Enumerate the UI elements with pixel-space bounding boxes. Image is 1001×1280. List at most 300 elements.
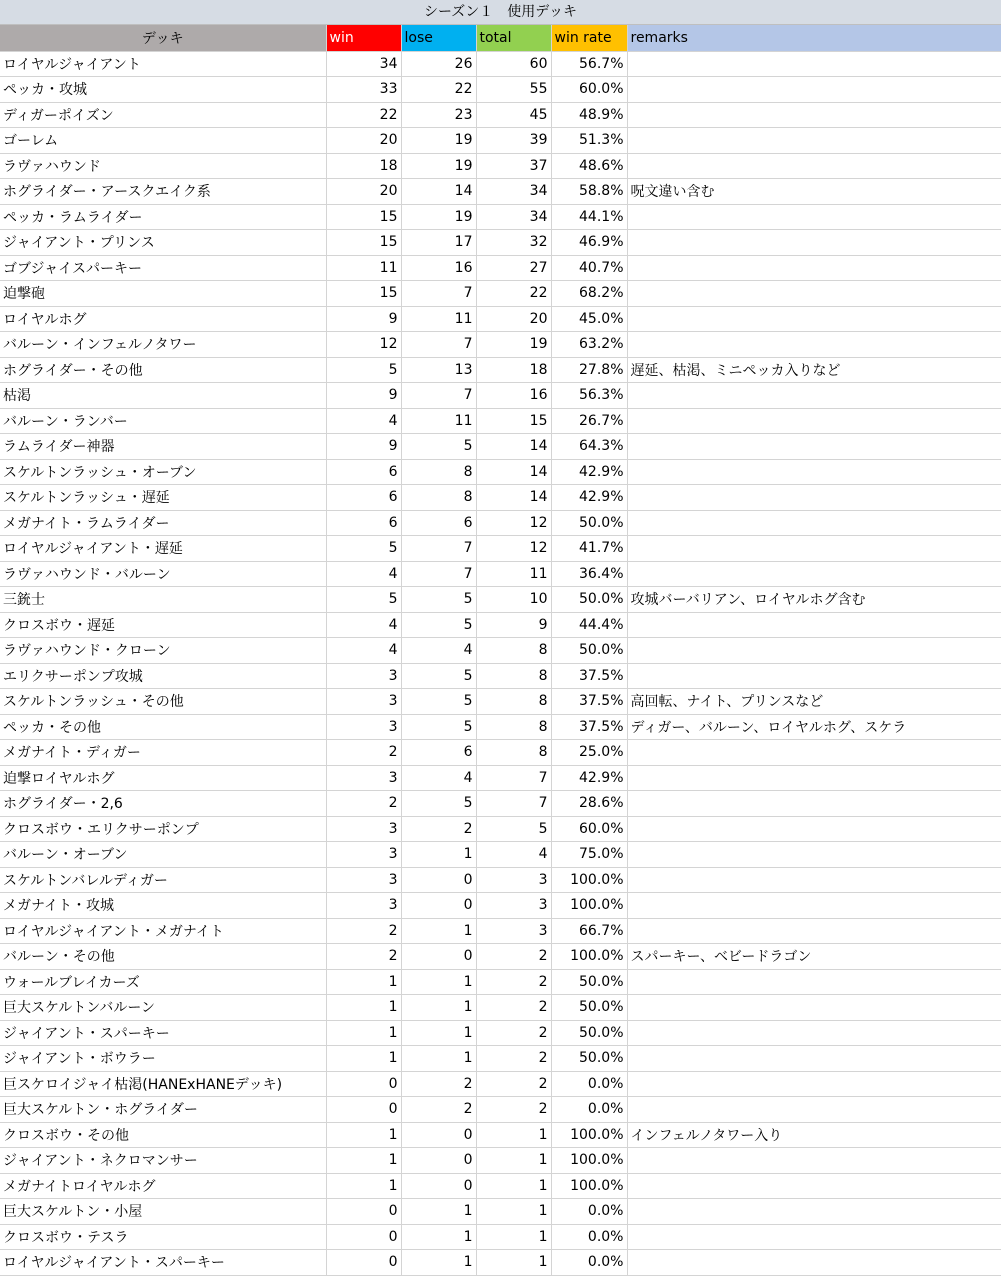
lose-cell[interactable]: 1 (401, 1046, 476, 1072)
win-cell[interactable]: 2 (326, 740, 401, 766)
deck-cell[interactable]: ホグライダー・アースクエイク系 (0, 179, 326, 205)
win-cell[interactable]: 3 (326, 893, 401, 919)
lose-cell[interactable]: 7 (401, 332, 476, 358)
deck-cell[interactable]: 巨スケロイジャイ枯渇(HANExHANEデッキ) (0, 1071, 326, 1097)
win-rate-cell[interactable]: 50.0% (551, 969, 627, 995)
remarks-cell[interactable]: 攻城バーバリアン、ロイヤルホグ含む (627, 587, 1001, 613)
win-rate-cell[interactable]: 100.0% (551, 944, 627, 970)
win-cell[interactable]: 1 (326, 969, 401, 995)
total-cell[interactable]: 2 (476, 1097, 551, 1123)
lose-cell[interactable]: 11 (401, 408, 476, 434)
win-rate-cell[interactable]: 45.0% (551, 306, 627, 332)
remarks-cell[interactable] (627, 434, 1001, 460)
remarks-cell[interactable] (627, 408, 1001, 434)
win-cell[interactable]: 3 (326, 842, 401, 868)
total-cell[interactable]: 39 (476, 128, 551, 154)
deck-cell[interactable]: スケルトンラッシュ・その他 (0, 689, 326, 715)
deck-cell[interactable]: ペッカ・攻城 (0, 77, 326, 103)
remarks-cell[interactable] (627, 740, 1001, 766)
lose-cell[interactable]: 5 (401, 434, 476, 460)
lose-cell[interactable]: 0 (401, 1148, 476, 1174)
deck-cell[interactable]: 三銃士 (0, 587, 326, 613)
total-cell[interactable]: 20 (476, 306, 551, 332)
remarks-cell[interactable] (627, 995, 1001, 1021)
lose-cell[interactable]: 5 (401, 663, 476, 689)
deck-cell[interactable]: メガナイトロイヤルホグ (0, 1173, 326, 1199)
win-cell[interactable]: 3 (326, 663, 401, 689)
win-cell[interactable]: 20 (326, 128, 401, 154)
win-rate-cell[interactable]: 100.0% (551, 893, 627, 919)
total-cell[interactable]: 2 (476, 995, 551, 1021)
lose-cell[interactable]: 8 (401, 459, 476, 485)
lose-cell[interactable]: 6 (401, 510, 476, 536)
table-row (0, 1148, 1001, 1174)
remarks-cell[interactable] (627, 612, 1001, 638)
total-cell[interactable]: 2 (476, 969, 551, 995)
deck-cell[interactable]: メガナイト・ラムライダー (0, 510, 326, 536)
lose-cell[interactable]: 7 (401, 383, 476, 409)
win-rate-cell[interactable]: 50.0% (551, 638, 627, 664)
win-rate-cell[interactable]: 0.0% (551, 1224, 627, 1250)
lose-cell[interactable]: 26 (401, 51, 476, 77)
remarks-cell[interactable] (627, 918, 1001, 944)
win-cell[interactable]: 9 (326, 383, 401, 409)
win-cell[interactable]: 15 (326, 281, 401, 307)
remarks-cell[interactable]: ディガー、バルーン、ロイヤルホグ、スケラ (627, 714, 1001, 740)
lose-cell[interactable]: 0 (401, 1173, 476, 1199)
remarks-cell[interactable]: 高回転、ナイト、プリンスなど (627, 689, 1001, 715)
total-cell[interactable]: 14 (476, 485, 551, 511)
deck-cell[interactable]: ジャイアント・ネクロマンサー (0, 1148, 326, 1174)
win-cell[interactable]: 1 (326, 1046, 401, 1072)
deck-cell[interactable]: クロスボウ・テスラ (0, 1224, 326, 1250)
remarks-cell[interactable] (627, 383, 1001, 409)
win-cell[interactable]: 3 (326, 689, 401, 715)
remarks-cell[interactable] (627, 255, 1001, 281)
column-header-lose[interactable]: lose (401, 25, 476, 51)
lose-cell[interactable]: 2 (401, 1071, 476, 1097)
remarks-cell[interactable] (627, 638, 1001, 664)
total-cell[interactable]: 3 (476, 867, 551, 893)
table-row (0, 1250, 1001, 1276)
deck-cell[interactable]: 巨大スケルトン・ホグライダー (0, 1097, 326, 1123)
total-cell[interactable]: 22 (476, 281, 551, 307)
deck-cell[interactable]: ホグライダー・2,6 (0, 791, 326, 817)
lose-cell[interactable]: 4 (401, 638, 476, 664)
deck-cell[interactable]: ロイヤルホグ (0, 306, 326, 332)
win-rate-cell[interactable]: 66.7% (551, 918, 627, 944)
win-cell[interactable]: 6 (326, 510, 401, 536)
column-header-win[interactable]: win (326, 25, 401, 51)
deck-cell[interactable]: ロイヤルジャイアント・メガナイト (0, 918, 326, 944)
total-cell[interactable]: 60 (476, 51, 551, 77)
deck-cell[interactable]: ウォールブレイカーズ (0, 969, 326, 995)
win-cell[interactable]: 4 (326, 561, 401, 587)
total-cell[interactable]: 8 (476, 663, 551, 689)
lose-cell[interactable]: 4 (401, 765, 476, 791)
total-cell[interactable]: 1 (476, 1173, 551, 1199)
win-cell[interactable]: 15 (326, 204, 401, 230)
total-cell[interactable]: 10 (476, 587, 551, 613)
total-cell[interactable]: 18 (476, 357, 551, 383)
total-cell[interactable]: 2 (476, 944, 551, 970)
lose-cell[interactable]: 16 (401, 255, 476, 281)
win-cell[interactable]: 12 (326, 332, 401, 358)
lose-cell[interactable]: 14 (401, 179, 476, 205)
win-rate-cell[interactable]: 48.9% (551, 102, 627, 128)
remarks-cell[interactable] (627, 1148, 1001, 1174)
total-cell[interactable]: 12 (476, 510, 551, 536)
remarks-cell[interactable]: 遅延、枯渇、ミニペッカ入りなど (627, 357, 1001, 383)
win-rate-cell[interactable]: 68.2% (551, 281, 627, 307)
remarks-cell[interactable] (627, 1199, 1001, 1225)
total-cell[interactable]: 1 (476, 1148, 551, 1174)
remarks-cell[interactable]: インフェルノタワー入り (627, 1122, 1001, 1148)
remarks-cell[interactable] (627, 816, 1001, 842)
win-cell[interactable]: 6 (326, 459, 401, 485)
lose-cell[interactable]: 19 (401, 153, 476, 179)
win-rate-cell[interactable]: 48.6% (551, 153, 627, 179)
remarks-cell[interactable] (627, 510, 1001, 536)
deck-cell[interactable]: ホグライダー・その他 (0, 357, 326, 383)
remarks-cell[interactable] (627, 1250, 1001, 1276)
total-cell[interactable]: 34 (476, 179, 551, 205)
win-rate-cell[interactable]: 44.1% (551, 204, 627, 230)
remarks-cell[interactable] (627, 332, 1001, 358)
total-cell[interactable]: 34 (476, 204, 551, 230)
total-cell[interactable]: 1 (476, 1122, 551, 1148)
win-cell[interactable]: 0 (326, 1224, 401, 1250)
win-cell[interactable]: 3 (326, 867, 401, 893)
deck-cell[interactable]: エリクサーポンプ攻城 (0, 663, 326, 689)
win-cell[interactable]: 18 (326, 153, 401, 179)
lose-cell[interactable]: 11 (401, 306, 476, 332)
lose-cell[interactable]: 17 (401, 230, 476, 256)
lose-cell[interactable]: 5 (401, 689, 476, 715)
lose-cell[interactable]: 7 (401, 281, 476, 307)
remarks-cell[interactable] (627, 204, 1001, 230)
lose-cell[interactable]: 6 (401, 740, 476, 766)
win-rate-cell[interactable]: 50.0% (551, 1020, 627, 1046)
win-rate-cell[interactable]: 50.0% (551, 995, 627, 1021)
win-rate-cell[interactable]: 26.7% (551, 408, 627, 434)
deck-cell[interactable]: スケルトンラッシュ・遅延 (0, 485, 326, 511)
total-cell[interactable]: 19 (476, 332, 551, 358)
deck-cell[interactable]: 迫撃砲 (0, 281, 326, 307)
remarks-cell[interactable] (627, 306, 1001, 332)
lose-cell[interactable]: 1 (401, 1199, 476, 1225)
win-rate-cell[interactable]: 42.9% (551, 459, 627, 485)
remarks-cell[interactable] (627, 893, 1001, 919)
total-cell[interactable]: 1 (476, 1224, 551, 1250)
total-cell[interactable]: 2 (476, 1046, 551, 1072)
win-cell[interactable]: 2 (326, 791, 401, 817)
win-cell[interactable]: 5 (326, 536, 401, 562)
total-cell[interactable]: 14 (476, 459, 551, 485)
total-cell[interactable]: 12 (476, 536, 551, 562)
win-rate-cell[interactable]: 0.0% (551, 1071, 627, 1097)
lose-cell[interactable]: 2 (401, 816, 476, 842)
win-rate-cell[interactable]: 58.8% (551, 179, 627, 205)
deck-cell[interactable]: メガナイト・ディガー (0, 740, 326, 766)
lose-cell[interactable]: 0 (401, 867, 476, 893)
deck-cell[interactable]: スケルトンバレルディガー (0, 867, 326, 893)
total-cell[interactable]: 7 (476, 765, 551, 791)
win-cell[interactable]: 9 (326, 434, 401, 460)
win-cell[interactable]: 1 (326, 1122, 401, 1148)
total-cell[interactable]: 5 (476, 816, 551, 842)
deck-cell[interactable]: ゴーレム (0, 128, 326, 154)
win-cell[interactable]: 2 (326, 918, 401, 944)
deck-cell[interactable]: ジャイアント・スパーキー (0, 1020, 326, 1046)
win-rate-cell[interactable]: 60.0% (551, 816, 627, 842)
total-cell[interactable]: 3 (476, 918, 551, 944)
deck-cell[interactable]: ディガーポイズン (0, 102, 326, 128)
win-cell[interactable]: 1 (326, 1173, 401, 1199)
win-rate-cell[interactable]: 28.6% (551, 791, 627, 817)
deck-cell[interactable]: バルーン・その他 (0, 944, 326, 970)
deck-cell[interactable]: バルーン・ランバー (0, 408, 326, 434)
deck-cell[interactable]: ラムライダー神器 (0, 434, 326, 460)
win-cell[interactable]: 5 (326, 357, 401, 383)
win-rate-cell[interactable]: 56.7% (551, 51, 627, 77)
remarks-cell[interactable] (627, 867, 1001, 893)
total-cell[interactable]: 1 (476, 1199, 551, 1225)
win-rate-cell[interactable]: 100.0% (551, 867, 627, 893)
deck-cell[interactable]: バルーン・オーブン (0, 842, 326, 868)
remarks-cell[interactable] (627, 663, 1001, 689)
win-rate-cell[interactable]: 100.0% (551, 1122, 627, 1148)
lose-cell[interactable]: 22 (401, 77, 476, 103)
deck-cell[interactable]: ロイヤルジャイアント (0, 51, 326, 77)
remarks-cell[interactable] (627, 153, 1001, 179)
total-cell[interactable]: 11 (476, 561, 551, 587)
win-rate-cell[interactable]: 0.0% (551, 1199, 627, 1225)
remarks-cell[interactable] (627, 1224, 1001, 1250)
total-cell[interactable]: 27 (476, 255, 551, 281)
win-rate-cell[interactable]: 42.9% (551, 765, 627, 791)
total-cell[interactable]: 37 (476, 153, 551, 179)
win-rate-cell[interactable]: 63.2% (551, 332, 627, 358)
remarks-cell[interactable]: スパーキー、ベビードラゴン (627, 944, 1001, 970)
lose-cell[interactable]: 1 (401, 918, 476, 944)
win-rate-cell[interactable]: 56.3% (551, 383, 627, 409)
win-cell[interactable]: 4 (326, 638, 401, 664)
remarks-cell[interactable] (627, 561, 1001, 587)
remarks-cell[interactable] (627, 102, 1001, 128)
table-row (0, 51, 1001, 77)
remarks-cell[interactable]: 呪文違い含む (627, 179, 1001, 205)
deck-cell[interactable]: ペッカ・ラムライダー (0, 204, 326, 230)
deck-cell[interactable]: ラヴァハウンド・バルーン (0, 561, 326, 587)
lose-cell[interactable]: 5 (401, 791, 476, 817)
deck-cell[interactable]: ペッカ・その他 (0, 714, 326, 740)
win-cell[interactable]: 3 (326, 714, 401, 740)
remarks-cell[interactable] (627, 128, 1001, 154)
table-row (0, 1097, 1001, 1123)
total-cell[interactable]: 7 (476, 791, 551, 817)
deck-cell[interactable]: クロスボウ・その他 (0, 1122, 326, 1148)
deck-cell[interactable]: 枯渇 (0, 383, 326, 409)
remarks-cell[interactable] (627, 281, 1001, 307)
win-rate-cell[interactable]: 51.3% (551, 128, 627, 154)
win-rate-cell[interactable]: 64.3% (551, 434, 627, 460)
lose-cell[interactable]: 5 (401, 714, 476, 740)
lose-cell[interactable]: 1 (401, 1250, 476, 1276)
lose-cell[interactable]: 7 (401, 561, 476, 587)
deck-cell[interactable]: メガナイト・攻城 (0, 893, 326, 919)
remarks-cell[interactable] (627, 1173, 1001, 1199)
lose-cell[interactable]: 1 (401, 969, 476, 995)
lose-cell[interactable]: 0 (401, 1122, 476, 1148)
deck-cell[interactable]: ロイヤルジャイアント・遅延 (0, 536, 326, 562)
win-cell[interactable]: 3 (326, 765, 401, 791)
total-cell[interactable]: 3 (476, 893, 551, 919)
remarks-cell[interactable] (627, 791, 1001, 817)
table-row (0, 765, 1001, 791)
lose-cell[interactable]: 1 (401, 995, 476, 1021)
win-cell[interactable]: 0 (326, 1250, 401, 1276)
deck-cell[interactable]: クロスボウ・エリクサーポンプ (0, 816, 326, 842)
win-cell[interactable]: 2 (326, 944, 401, 970)
win-rate-cell[interactable]: 75.0% (551, 842, 627, 868)
win-cell[interactable]: 22 (326, 102, 401, 128)
remarks-cell[interactable] (627, 1046, 1001, 1072)
lose-cell[interactable]: 23 (401, 102, 476, 128)
total-cell[interactable]: 8 (476, 638, 551, 664)
remarks-cell[interactable] (627, 1020, 1001, 1046)
win-rate-cell[interactable]: 0.0% (551, 1097, 627, 1123)
win-cell[interactable]: 0 (326, 1199, 401, 1225)
column-header-win-rate[interactable]: win rate (551, 25, 627, 51)
win-cell[interactable]: 4 (326, 612, 401, 638)
total-cell[interactable]: 2 (476, 1071, 551, 1097)
lose-cell[interactable]: 1 (401, 1224, 476, 1250)
deck-cell[interactable]: ジャイアント・ボウラー (0, 1046, 326, 1072)
win-rate-cell[interactable]: 40.7% (551, 255, 627, 281)
lose-cell[interactable]: 19 (401, 128, 476, 154)
win-cell[interactable]: 5 (326, 587, 401, 613)
total-cell[interactable]: 14 (476, 434, 551, 460)
win-rate-cell[interactable]: 41.7% (551, 536, 627, 562)
win-rate-cell[interactable]: 50.0% (551, 587, 627, 613)
win-cell[interactable]: 1 (326, 1148, 401, 1174)
lose-cell[interactable]: 1 (401, 1020, 476, 1046)
remarks-cell[interactable] (627, 536, 1001, 562)
win-cell[interactable]: 20 (326, 179, 401, 205)
total-cell[interactable]: 15 (476, 408, 551, 434)
remarks-cell[interactable] (627, 459, 1001, 485)
deck-cell[interactable]: 巨大スケルトンバルーン (0, 995, 326, 1021)
deck-cell[interactable]: ジャイアント・プリンス (0, 230, 326, 256)
remarks-cell[interactable] (627, 842, 1001, 868)
win-rate-cell[interactable]: 44.4% (551, 612, 627, 638)
win-rate-cell[interactable]: 25.0% (551, 740, 627, 766)
deck-cell[interactable]: 迫撃ロイヤルホグ (0, 765, 326, 791)
deck-cell[interactable]: ロイヤルジャイアント・スパーキー (0, 1250, 326, 1276)
win-rate-cell[interactable]: 50.0% (551, 510, 627, 536)
total-cell[interactable]: 8 (476, 714, 551, 740)
remarks-cell[interactable] (627, 765, 1001, 791)
deck-cell[interactable]: クロスボウ・遅延 (0, 612, 326, 638)
remarks-cell[interactable] (627, 969, 1001, 995)
deck-cell[interactable]: スケルトンラッシュ・オーブン (0, 459, 326, 485)
win-cell[interactable]: 3 (326, 816, 401, 842)
remarks-cell[interactable] (627, 77, 1001, 103)
win-cell[interactable]: 1 (326, 1020, 401, 1046)
win-rate-cell[interactable]: 36.4% (551, 561, 627, 587)
win-cell[interactable]: 6 (326, 485, 401, 511)
win-cell[interactable]: 1 (326, 995, 401, 1021)
win-cell[interactable]: 15 (326, 230, 401, 256)
total-cell[interactable]: 45 (476, 102, 551, 128)
win-rate-cell[interactable]: 0.0% (551, 1250, 627, 1276)
remarks-cell[interactable] (627, 1071, 1001, 1097)
lose-cell[interactable]: 19 (401, 204, 476, 230)
win-rate-cell[interactable]: 100.0% (551, 1173, 627, 1199)
win-rate-cell[interactable]: 46.9% (551, 230, 627, 256)
total-cell[interactable]: 9 (476, 612, 551, 638)
total-cell[interactable]: 2 (476, 1020, 551, 1046)
lose-cell[interactable]: 8 (401, 485, 476, 511)
total-cell[interactable]: 55 (476, 77, 551, 103)
total-cell[interactable]: 16 (476, 383, 551, 409)
lose-cell[interactable]: 2 (401, 1097, 476, 1123)
column-header-total[interactable]: total (476, 25, 551, 51)
win-cell[interactable]: 33 (326, 77, 401, 103)
total-cell[interactable]: 32 (476, 230, 551, 256)
win-cell[interactable]: 0 (326, 1071, 401, 1097)
win-rate-cell[interactable]: 27.8% (551, 357, 627, 383)
remarks-cell[interactable] (627, 230, 1001, 256)
total-cell[interactable]: 1 (476, 1250, 551, 1276)
win-rate-cell[interactable]: 37.5% (551, 714, 627, 740)
win-cell[interactable]: 0 (326, 1097, 401, 1123)
lose-cell[interactable]: 13 (401, 357, 476, 383)
win-rate-cell[interactable]: 37.5% (551, 689, 627, 715)
column-header-remarks[interactable]: remarks (627, 25, 1001, 51)
deck-cell[interactable]: ラヴァハウンド (0, 153, 326, 179)
total-cell[interactable]: 8 (476, 740, 551, 766)
table-row (0, 1224, 1001, 1250)
win-cell[interactable]: 9 (326, 306, 401, 332)
remarks-cell[interactable] (627, 1097, 1001, 1123)
lose-cell[interactable]: 0 (401, 893, 476, 919)
deck-cell[interactable]: ゴブジャイスパーキー (0, 255, 326, 281)
lose-cell[interactable]: 5 (401, 612, 476, 638)
win-rate-cell[interactable]: 42.9% (551, 485, 627, 511)
lose-cell[interactable]: 1 (401, 842, 476, 868)
total-cell[interactable]: 8 (476, 689, 551, 715)
lose-cell[interactable]: 5 (401, 587, 476, 613)
column-header-deck[interactable]: デッキ (0, 25, 326, 51)
total-cell[interactable]: 4 (476, 842, 551, 868)
win-cell[interactable]: 11 (326, 255, 401, 281)
win-cell[interactable]: 34 (326, 51, 401, 77)
lose-cell[interactable]: 0 (401, 944, 476, 970)
win-rate-cell[interactable]: 37.5% (551, 663, 627, 689)
lose-cell[interactable]: 7 (401, 536, 476, 562)
win-rate-cell[interactable]: 60.0% (551, 77, 627, 103)
deck-cell[interactable]: ラヴァハウンド・クローン (0, 638, 326, 664)
win-cell[interactable]: 4 (326, 408, 401, 434)
deck-cell[interactable]: 巨大スケルトン・小屋 (0, 1199, 326, 1225)
win-rate-cell[interactable]: 50.0% (551, 1046, 627, 1072)
win-rate-cell[interactable]: 100.0% (551, 1148, 627, 1174)
deck-cell[interactable]: バルーン・インフェルノタワー (0, 332, 326, 358)
remarks-cell[interactable] (627, 51, 1001, 77)
remarks-cell[interactable] (627, 485, 1001, 511)
